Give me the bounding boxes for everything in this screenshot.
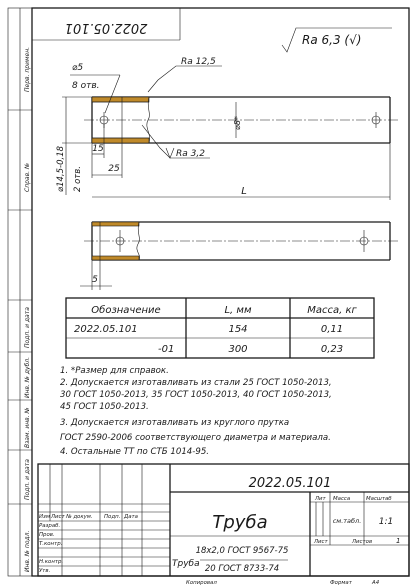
table-row-1-mass: 0,11 bbox=[320, 324, 344, 335]
tube-bottom-view bbox=[80, 222, 398, 290]
dim-25-label: 25 bbox=[108, 164, 120, 174]
note-line: 45 ГОСТ 1050-2013. bbox=[60, 402, 149, 412]
title-material-line-1: 18х2,0 ГОСТ 9567-75 bbox=[195, 546, 289, 556]
outer-count-label: 2 отв. bbox=[73, 166, 83, 192]
title-role-developer: Разраб. bbox=[39, 523, 61, 529]
title-scale-value: 1:1 bbox=[378, 517, 394, 527]
top-stamp-text: 2022.05.101 bbox=[64, 20, 148, 35]
sheet-frame bbox=[32, 8, 409, 576]
variants-table bbox=[66, 298, 374, 358]
side-label-ref-no: Справ. № bbox=[24, 162, 31, 192]
top-stamp bbox=[32, 8, 180, 40]
title-role-norm-control: Н.контр. bbox=[39, 559, 64, 565]
note-line: 30 ГОСТ 1050-2013, 35 ГОСТ 1050-2013, 40 ГОСТ 1050-2013, bbox=[60, 390, 332, 400]
table-row-2-designation: -01 bbox=[158, 344, 175, 355]
title-block bbox=[38, 464, 409, 586]
note-line: 1. *Размер для справок. bbox=[60, 366, 169, 376]
footer-format-value: А4 bbox=[372, 580, 380, 586]
side-label-first-use: Перв. примен. bbox=[24, 46, 31, 92]
side-label-sign-date-2: Подп. и дата bbox=[24, 459, 31, 500]
table-row-2-length: 300 bbox=[228, 344, 248, 355]
side-label-sign-date-1: Подп. и дата bbox=[24, 307, 31, 348]
title-material-prefix: Труба bbox=[172, 559, 200, 569]
roughness-lower-text: Ra 3,2 bbox=[176, 149, 205, 159]
title-role-approved: Утв. bbox=[39, 568, 51, 574]
title-mass-value: см.табл. bbox=[332, 517, 362, 525]
note-line: 4. Остальные ТТ по СТБ 1014-95. bbox=[60, 447, 210, 457]
table-row-1-designation: 2022.05.101 bbox=[74, 324, 138, 335]
table-row-1-length: 154 bbox=[228, 324, 248, 335]
dim-5-label: 5 bbox=[92, 275, 98, 285]
title-head-sign: Подп. bbox=[104, 514, 121, 520]
title-designation: 2022.05.101 bbox=[248, 476, 332, 491]
title-head-date: Дата bbox=[124, 514, 138, 520]
title-head-doc-no: № докум. bbox=[66, 514, 93, 520]
top-view-dimensions bbox=[56, 57, 390, 200]
title-sheet-label: Лист bbox=[314, 539, 328, 545]
general-roughness bbox=[282, 28, 392, 52]
side-label-orig-inv: Инв. № подл. bbox=[24, 530, 31, 572]
title-head-mass: Масса bbox=[333, 496, 351, 502]
note-line: 3. Допускается изготавливать из круглого прутка bbox=[60, 418, 290, 428]
title-sheets-value: 1 bbox=[396, 537, 401, 545]
title-sheets-label: Листов bbox=[352, 539, 373, 545]
table-header-mass: Масса, кг bbox=[307, 305, 357, 316]
inner-dia-label: ⌀8* bbox=[233, 116, 242, 130]
hole-count-label: 8 отв. bbox=[72, 81, 100, 91]
dim-L-label: L bbox=[241, 186, 247, 197]
roughness-general-text: Ra 6,3 (√) bbox=[302, 33, 362, 47]
side-label-dup-inv: Инв. № дубл. bbox=[24, 356, 31, 398]
table-header-length: L, мм bbox=[224, 305, 252, 316]
table-row-2-mass: 0,23 bbox=[320, 344, 344, 355]
technical-notes bbox=[60, 366, 332, 457]
title-material-line-2: 20 ГОСТ 8733-74 bbox=[204, 564, 280, 574]
title-head-change: Изм bbox=[39, 514, 50, 520]
title-role-tech-control: Т.контр. bbox=[39, 541, 63, 547]
table-header-designation: Обозначение bbox=[91, 305, 161, 316]
hole-dia-label: ⌀5 bbox=[72, 63, 84, 73]
title-head-scale: Масштаб bbox=[366, 496, 392, 502]
footer-format: Формат bbox=[330, 580, 352, 586]
title-role-checker: Пров. bbox=[39, 532, 55, 538]
note-line: 2. Допускается изготавливать из стали 25 ГОСТ 1050-2013, bbox=[60, 378, 332, 388]
side-strip bbox=[8, 8, 32, 576]
tube-top-view bbox=[84, 97, 398, 143]
outer-dia-label: ⌀14,5-0,18 bbox=[56, 145, 66, 192]
title-part-name: Труба bbox=[212, 512, 268, 533]
side-label-repl-inv: Взам. инв. № bbox=[24, 407, 31, 448]
note-line: ГОСТ 2590-2006 соответствующего диаметра и материала. bbox=[60, 433, 331, 443]
dim-15-label: 15 bbox=[92, 144, 104, 154]
title-head-letter: Лит bbox=[315, 496, 326, 502]
footer-copied: Копировал bbox=[186, 580, 217, 586]
title-head-sheet: Лист bbox=[51, 514, 65, 520]
roughness-upper-text: Ra 12,5 bbox=[181, 57, 216, 67]
